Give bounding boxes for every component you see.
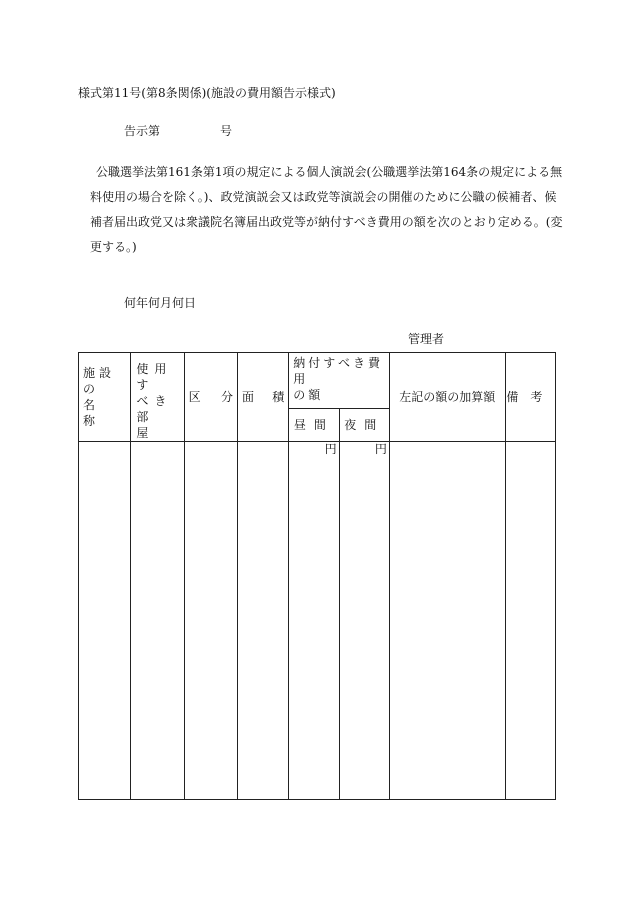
manager-label: 管理者 xyxy=(408,332,445,346)
header-facility-line2: 名 称 xyxy=(83,398,116,428)
header-room-line2: べき部 xyxy=(136,394,173,424)
nighttime-yen-unit: 円 xyxy=(374,442,387,456)
date-line: 何年何月何日 xyxy=(124,296,197,310)
notice-number-line xyxy=(124,122,232,139)
cell-surcharge xyxy=(389,442,505,800)
header-daytime: 昼間 xyxy=(289,409,339,442)
header-fee-line1: 納付すべき費用 xyxy=(293,356,384,386)
header-surcharge: 左記の額の加算額 xyxy=(389,353,505,442)
body-line: 補者届出政党又は衆議院名簿届出政党等が納付すべき費用の額を次のとおり定める。(変 xyxy=(90,215,563,229)
header-facility-line1: 施設の xyxy=(83,366,116,396)
header-division-b: 分 xyxy=(220,390,233,404)
header-room-line1: 使用す xyxy=(136,362,173,392)
cell-area xyxy=(237,442,288,800)
cell-daytime-fee xyxy=(289,442,339,800)
header-room xyxy=(131,353,184,442)
header-division-a: 区 xyxy=(188,390,201,404)
body-line: 更する。) xyxy=(90,240,137,254)
body-line: 公職選挙法第161条第1項の規定による個人演説会(公職選挙法第164条の規定による無 xyxy=(96,165,563,179)
fee-table xyxy=(78,352,556,800)
table-row xyxy=(79,442,556,800)
header-division xyxy=(184,353,237,442)
header-room-line3: 屋 xyxy=(136,426,155,440)
header-facility-name xyxy=(79,353,131,442)
header-remarks: 備考 xyxy=(505,353,555,442)
header-nighttime: 夜間 xyxy=(339,409,389,442)
header-area-b: 積 xyxy=(272,390,285,404)
header-area-a: 面 xyxy=(241,390,254,404)
cell-division xyxy=(184,442,237,800)
cell-nighttime-fee xyxy=(339,442,389,800)
cell-facility-name xyxy=(79,442,131,800)
cell-room xyxy=(131,442,184,800)
notice-prefix: 告示第 xyxy=(124,124,161,138)
body-paragraph xyxy=(78,160,563,260)
form-heading: 様式第11号(第8条関係)(施設の費用額告示様式) xyxy=(78,86,336,100)
header-fee-group xyxy=(289,353,390,409)
body-line: 料使用の場合を除く。)、政党演説会又は政党等演説会の開催のために公職の候補者、候 xyxy=(90,190,557,204)
header-fee-line2: の額 xyxy=(293,388,324,402)
header-area xyxy=(237,353,288,442)
notice-suffix: 号 xyxy=(220,124,233,138)
cell-remarks xyxy=(505,442,555,800)
daytime-yen-unit: 円 xyxy=(324,442,337,456)
